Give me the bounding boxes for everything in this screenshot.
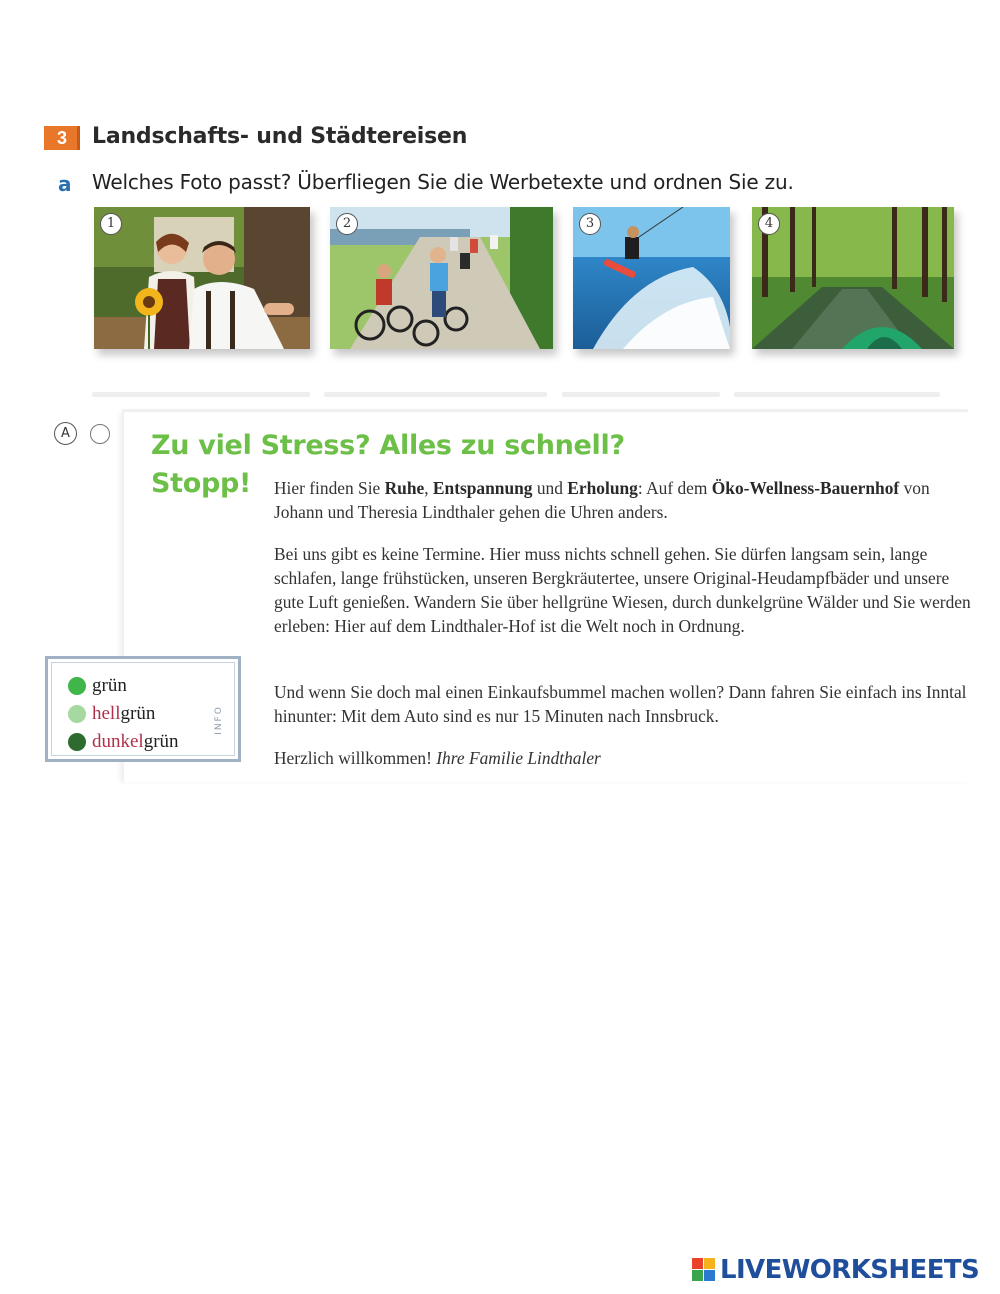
answer-bar-1 [92, 392, 310, 397]
info-side-label: INFO [214, 705, 225, 735]
logo-mark-icon [692, 1258, 716, 1282]
info-box [45, 656, 241, 762]
photo-number: 1 [100, 213, 122, 235]
photo-3-kitesurfer [573, 207, 730, 349]
answer-radio[interactable] [90, 424, 110, 444]
photo-number: 4 [758, 213, 780, 235]
ad-headline-line1: Zu viel Stress? Alles zu schnell? [151, 430, 625, 461]
photo-2-cyclists [330, 207, 553, 349]
option-label-a: A [54, 422, 77, 445]
photo-4-image [752, 207, 954, 349]
answer-bar-4 [734, 392, 940, 397]
green-dot-icon [68, 677, 86, 695]
photo-number: 3 [579, 213, 601, 235]
logo-text: LIVEWORKSHEETS [720, 1255, 980, 1285]
dark-green-dot-icon [68, 733, 86, 751]
section-title: Landschafts- und Städtereisen [92, 124, 468, 149]
photo-number: 2 [336, 213, 358, 235]
info-row-gruen [68, 673, 127, 699]
info-row-hellgruen [68, 701, 155, 727]
photo-4-forest-canal [752, 207, 954, 349]
ad-paragraph-2: Bei uns gibt es keine Termine. Hier muss nichts schnell gehen. Sie dürfen langsam sein, lange schlafen, lange frühstücken, unseren Bergkräutertee, unsere Original-Heudampfbäder und unsere gute Luft genießen. Wandern Sie über hellgrüne Wiesen, durch dunkelgrüne Wälder und Sie werden erleben: Hier auf dem Lindthaler-Hof ist die Welt noch in Ordnung. [274, 544, 971, 636]
info-word: hellgrün [92, 703, 156, 724]
ad-paragraph-3: Und wenn Sie doch mal einen Einkaufsbummel machen wollen? Dann fahren Sie einfach ins Inntal hinunter: Mit dem Auto sind es nur 15 Minuten nach Innsbruck. [274, 682, 967, 726]
ad-headline-line2: Stopp! [151, 468, 252, 499]
light-green-dot-icon [68, 705, 86, 723]
answer-bar-3 [562, 392, 720, 397]
photo-1-couple [94, 207, 310, 349]
answer-bar-2 [324, 392, 547, 397]
info-word: grün [92, 675, 127, 696]
task-letter: a [58, 172, 72, 196]
photo-2-image [330, 207, 553, 349]
ad-signoff: Herzlich willkommen! Ihre Familie Lindthaler [274, 748, 601, 768]
ad-paragraph-1: Hier finden Sie Ruhe, Entspannung und Erholung: Auf dem Öko-Wellness-Bauernhof von Johann und Theresia Lindthaler gehen die Uhren anders. [274, 478, 930, 522]
info-word: dunkelgrün [92, 731, 179, 752]
task-instruction: Welches Foto passt? Überfliegen Sie die Werbetexte und ordnen Sie zu. [92, 170, 794, 194]
liveworksheets-logo [692, 1255, 979, 1285]
info-row-dunkelgruen [68, 729, 179, 755]
section-number: 3 [44, 126, 80, 150]
photo-1-image [94, 207, 310, 349]
